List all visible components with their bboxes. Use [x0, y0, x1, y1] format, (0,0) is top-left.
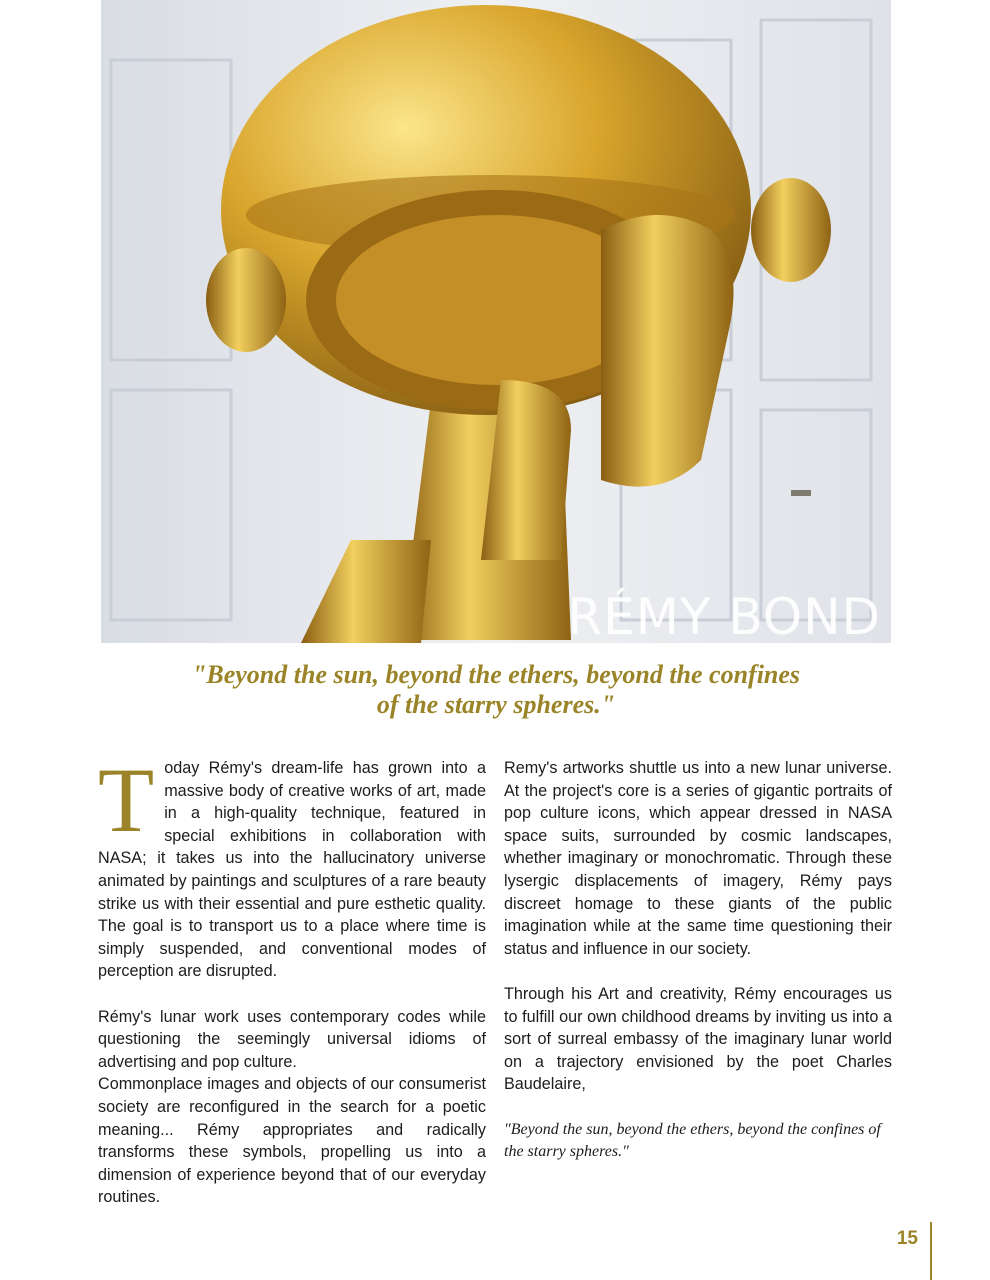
drop-cap: T	[98, 749, 155, 851]
left-paragraph-1-text: oday Rémy's dream-life has grown into a massive body of creative works of art, made in a high-quality technique, featured in special exhibitions in collaboration with NASA; it takes us into the hallucinatory universe animated by paintings and sculptures of a rare beauty strike us with their essential and pure esthetic quality. The goal is to transport us to a place where time is simply suspended, and conventional modes of perception are disrupted.	[98, 759, 486, 981]
left-paragraph-1	[98, 749, 486, 983]
left-paragraph-2: Rémy's lunar work uses contemporary codes while questioning the seemingly universal idioms of advertising and pop culture.	[98, 1007, 486, 1071]
left-paragraph-3: Commonplace images and objects of our consumerist society are reconfigured in the search for a poetic meaning... Rémy appropriates and radically transforms these symbols, propelling us into a dimension of experience beyond that of our everyday routines.	[98, 1075, 486, 1207]
right-quote: "Beyond the sun, beyond the ethers, beyond the confines of the starry spheres."	[504, 1120, 881, 1160]
hero-image	[101, 0, 891, 643]
hero-overlay-title: RÉMY BOND	[567, 588, 881, 643]
pull-quote	[101, 660, 891, 720]
right-paragraph-2: Through his Art and creativity, Rémy encourages us to fulfill our own childhood dreams by inviting us into a sort of surreal embassy of the imaginary lunar world on a trajectory envisioned by the poet Charles Baudelaire,	[504, 984, 892, 1094]
left-column	[98, 749, 486, 1209]
right-paragraph-1: Remy's artworks shuttle us into a new lunar universe. At the project's core is a series of gigantic portraits of pop culture icons, which appear dressed in NASA space suits, surrounded by cosmic landscapes, whether imaginary or monochromatic. Through these lysergic displacements of imagery, Rémy pays discreet homage to these giants of the public imagination while at the same time questioning their status and influence in our society.	[504, 759, 892, 958]
page-number-rule	[930, 1222, 932, 1280]
golden-sculpture-illustration	[101, 0, 891, 643]
pull-quote-line-2: of the starry spheres."	[376, 690, 616, 719]
right-column	[504, 757, 892, 1163]
page-number: 15	[896, 1228, 918, 1249]
pull-quote-line-1: "Beyond the sun, beyond the ethers, beyond the confines	[191, 660, 801, 689]
